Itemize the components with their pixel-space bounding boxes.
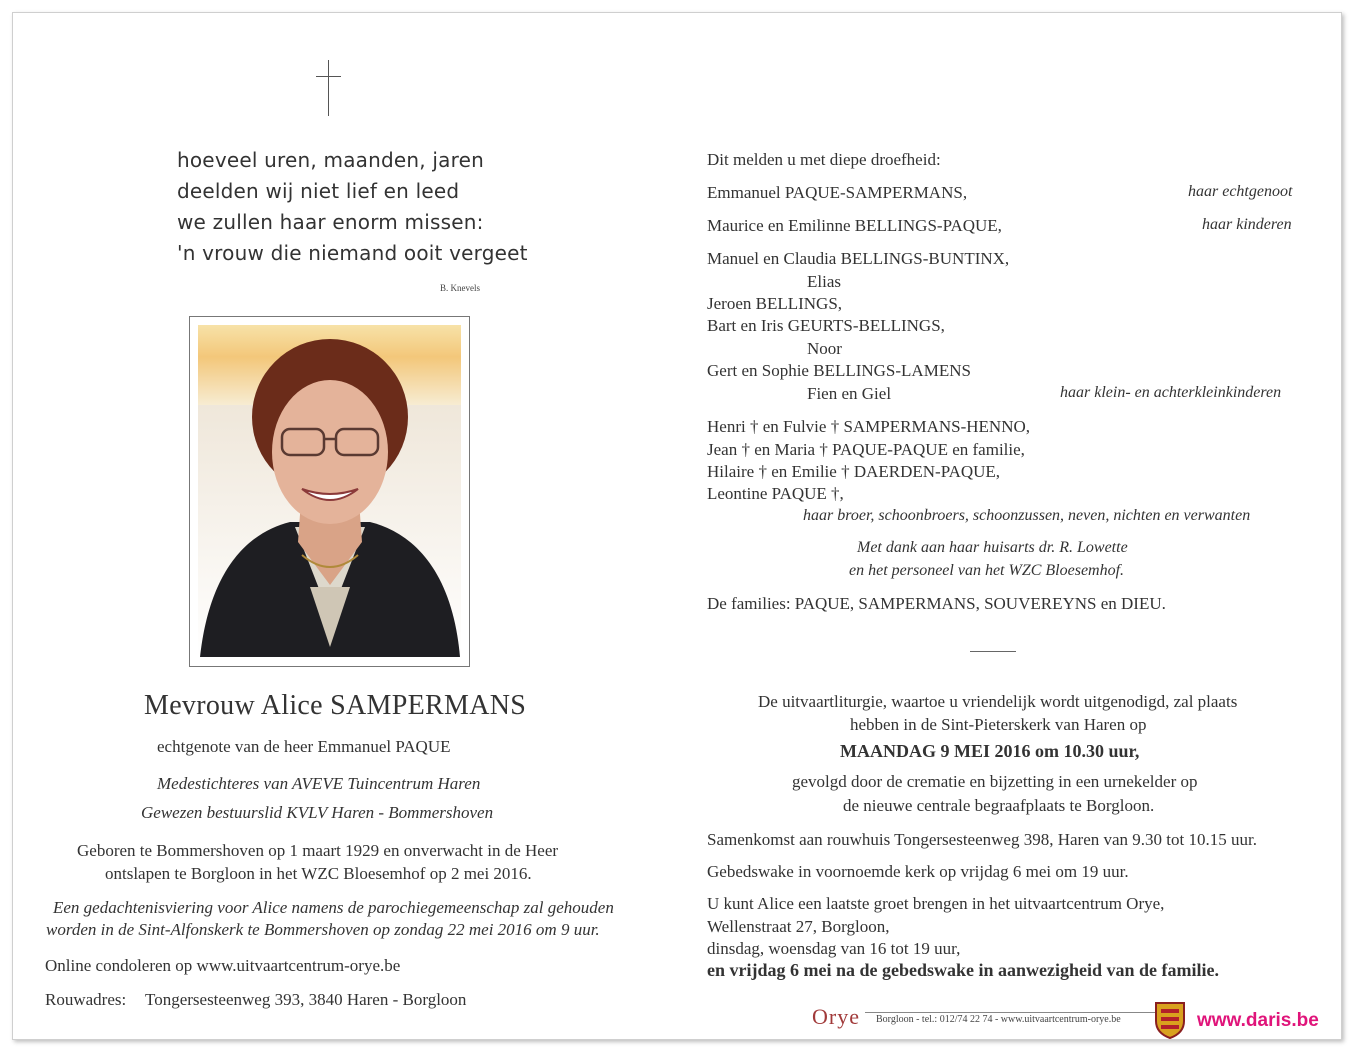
gathering-line: Samenkomst aan rouwhuis Tongersesteenweg 398, Haren van 9.30 tot 10.15 uur. [707, 830, 1257, 849]
poem-line-3: we zullen haar enorm missen: [177, 210, 484, 234]
funeral-line-3: gevolgd door de crematie en bijzetting in een urnekelder op [792, 772, 1198, 791]
crest-icon [1153, 999, 1187, 1039]
cross-icon-bar [316, 76, 341, 77]
portrait-photo [189, 316, 470, 667]
memorial-line-2: worden in de Sint-Alfonskerk te Bommershoven op zondag 22 mei 2016 om 9 uur. [46, 920, 600, 939]
section-divider [970, 651, 1016, 652]
sibling-line-1: Henri † en Fulvie † SAMPERMANS-HENNO, [707, 417, 1030, 436]
poem-line-4: 'n vrouw die niemand ooit vergeet [177, 241, 528, 265]
grandchild-line-1: Manuel en Claudia BELLINGS-BUNTINX, [707, 249, 1010, 268]
thanks-line-1: Met dank aan haar huisarts dr. R. Lowette [857, 539, 1128, 556]
role-line-2: Gewezen bestuurslid KVLV Haren - Bommershoven [141, 803, 494, 822]
grandchild-line-5: Noor [807, 339, 842, 358]
birth-line-1: Geboren te Bommershoven op 1 maart 1929 en onverwacht in de Heer [77, 841, 559, 860]
spouse-name: Emmanuel PAQUE-SAMPERMANS, [707, 183, 968, 202]
orye-logo: Orye [812, 1004, 860, 1029]
cross-icon [328, 60, 329, 116]
grandchild-line-3: Jeroen BELLINGS, [707, 294, 843, 313]
grandchild-line-7: Fien en Giel [807, 384, 892, 403]
funeral-date: MAANDAG 9 MEI 2016 om 10.30 uur, [840, 741, 1140, 761]
grandchild-line-6: Gert en Sophie BELLINGS-LAMENS [707, 361, 971, 380]
funeral-line-2: hebben in de Sint-Pieterskerk van Haren op [850, 715, 1147, 734]
sibling-line-4: Leontine PAQUE †, [707, 484, 844, 503]
sibling-line-3: Hilaire † en Emilie † DAERDEN-PAQUE, [707, 462, 1001, 481]
sibling-line-2: Jean † en Maria † PAQUE-PAQUE en familie, [707, 440, 1025, 459]
farewell-line-4: en vrijdag 6 mei na de gebedswake in aanwezigheid van de familie. [707, 960, 1219, 980]
children-relation: haar kinderen [1202, 216, 1292, 233]
address-label: Rouwadres: [45, 990, 127, 1009]
grandchildren-relation: haar klein- en achterkleinkinderen [1060, 384, 1282, 401]
deceased-name: Mevrouw Alice SAMPERMANS [144, 690, 527, 721]
memorial-line-1: Een gedachtenisviering voor Alice namens de parochiegemeenschap zal gehouden [53, 898, 614, 917]
wake-line: Gebedswake in voornoemde kerk op vrijdag 6 mei om 19 uur. [707, 862, 1129, 881]
footer-contact: Borgloon - tel.: 012/74 22 74 - www.uitvaartcentrum-orye.be [876, 1014, 1121, 1025]
thanks-line-2: en het personeel van het WZC Bloesemhof. [849, 562, 1125, 579]
farewell-line-2: Wellenstraat 27, Borgloon, [707, 917, 890, 936]
poem-author: B. Knevels [440, 283, 480, 293]
farewell-line-3: dinsdag, woensdag van 16 tot 19 uur, [707, 939, 961, 958]
portrait-figure [190, 317, 469, 666]
children-names: Maurice en Emilinne BELLINGS-PAQUE, [707, 216, 1002, 235]
birth-line-2: ontslapen te Borgloon in het WZC Bloesemhof op 2 mei 2016. [105, 864, 532, 883]
funeral-line-4: de nieuwe centrale begraafplaats te Borgloon. [843, 796, 1155, 815]
grandchild-line-4: Bart en Iris GEURTS-BELLINGS, [707, 316, 945, 335]
siblings-relation: haar broer, schoonbroers, schoonzussen, neven, nichten en verwanten [803, 507, 1251, 524]
footer-rule [865, 1012, 1165, 1013]
farewell-line-1: U kunt Alice een laatste groet brengen in het uitvaartcentrum Orye, [707, 894, 1165, 913]
grandchild-line-2: Elias [807, 272, 841, 291]
families-line: De families: PAQUE, SAMPERMANS, SOUVEREYNS en DIEU. [707, 594, 1166, 613]
online-condolence: Online condoleren op www.uitvaartcentrum-orye.be [45, 956, 401, 975]
role-line-1: Medestichteres van AVEVE Tuincentrum Haren [157, 774, 481, 793]
spouse-line: echtgenote van de heer Emmanuel PAQUE [157, 737, 451, 756]
funeral-line-1: De uitvaartliturgie, waartoe u vriendelijk wordt uitgenodigd, zal plaats [758, 692, 1238, 711]
spouse-relation: haar echtgenoot [1188, 183, 1293, 200]
poem-line-1: hoeveel uren, maanden, jaren [177, 148, 484, 172]
daris-watermark: www.daris.be [1197, 1010, 1319, 1031]
address-value: Tongersesteenweg 393, 3840 Haren - Borgloon [145, 990, 467, 1009]
poem-line-2: deelden wij niet lief en leed [177, 179, 460, 203]
announce-intro: Dit melden u met diepe droefheid: [707, 150, 941, 169]
